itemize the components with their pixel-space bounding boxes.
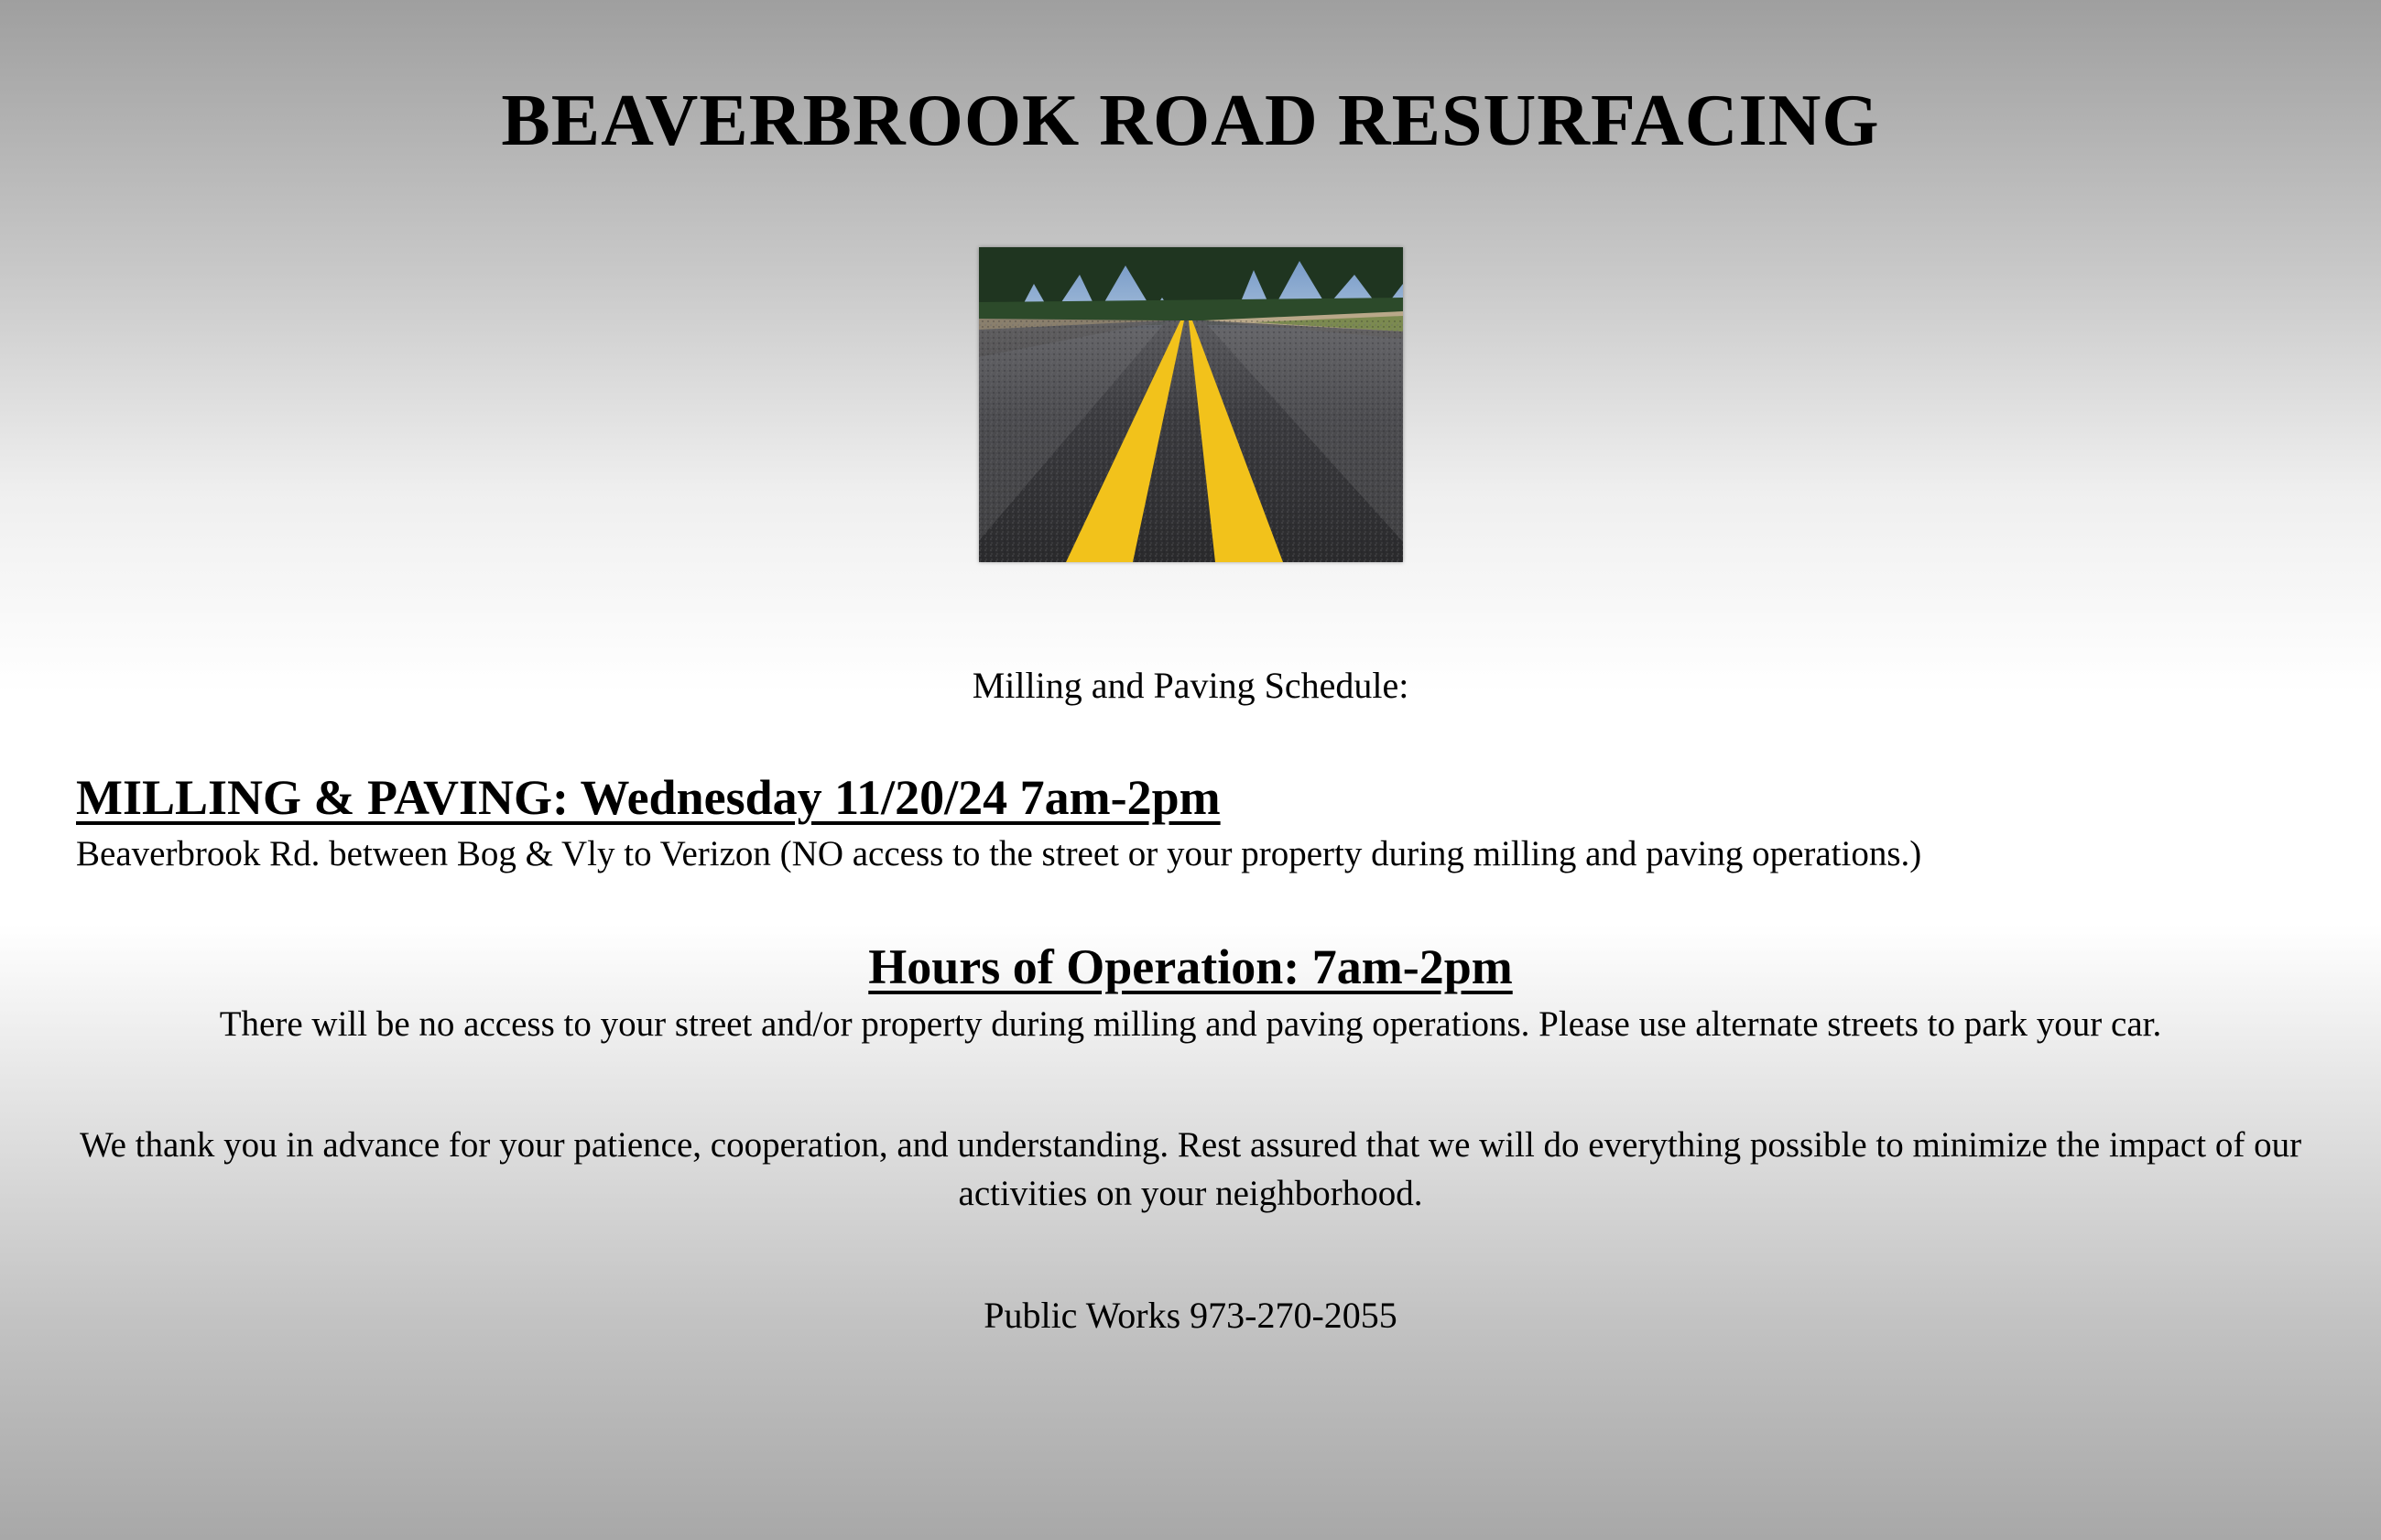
- hours-of-operation-description: There will be no access to your street and/or property during milling and paving operations. Please use alternate streets to park your car.: [219, 1004, 2162, 1044]
- milling-paving-heading: MILLING & PAVING: Wednesday 11/20/24 7am-2pm: [76, 770, 1221, 825]
- thank-you-note: We thank you in advance for your patience, cooperation, and understanding. Rest assured that we will do everything possible to minimize the impact of our activities on your neighborhood.: [79, 1125, 2302, 1213]
- milling-paving-description: Beaverbrook Rd. between Bog & Vly to Verizon (NO access to the street or your property during milling and paving operations.): [76, 834, 1922, 873]
- page-title: BEAVERBROOK ROAD RESURFACING: [501, 81, 1880, 161]
- hours-of-operation-heading: Hours of Operation: 7am-2pm: [868, 939, 1513, 994]
- road-photo: [979, 247, 1403, 562]
- schedule-label: Milling and Paving Schedule:: [972, 665, 1409, 706]
- public-works-contact: Public Works 973-270-2055: [984, 1295, 1397, 1336]
